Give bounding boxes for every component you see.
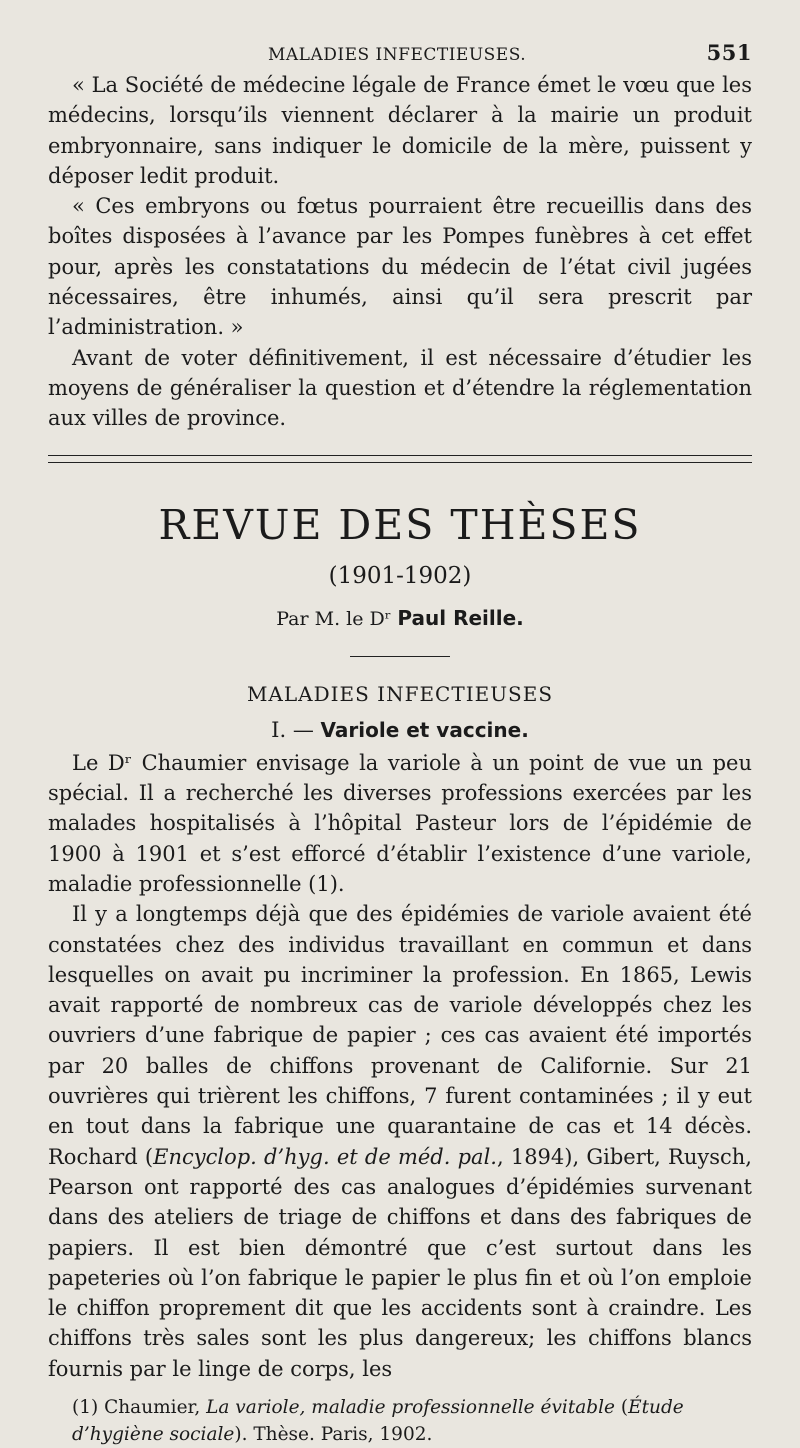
footnote-author: Chaumier, xyxy=(104,1396,207,1418)
body-paragraph-2 xyxy=(48,899,752,1384)
footnote-marker: (1) xyxy=(72,1396,105,1418)
short-divider xyxy=(350,656,450,657)
footnote xyxy=(48,1394,752,1448)
running-head xyxy=(48,36,752,70)
chapter-heading xyxy=(48,715,752,745)
section-years: (1901-1902) xyxy=(328,562,472,589)
quote-paragraph-1: « La Société de médecine légale de France émet le vœu que les médecins, lorsqu’ils viennent déclarer à la mairie un produit embryonnaire, sans indiquer le domicile de la mère, puissent y déposer ledit produit. xyxy=(48,73,752,188)
footnote-paren: ( xyxy=(615,1396,629,1418)
citation-title: Encyclop. d’hyg. et de méd. pal. xyxy=(153,1144,497,1169)
body-paragraph-1: Le Dʳ Chaumier envisage la variole à un point de vue un peu spécial. Il a recherché les diverses professions exercées par les malades hospitalisés à l’hôpital Pasteur lors de l’épidémie de 1900 à 1901 et s’est efforcé d’établir l’existence d’une variole, maladie professionnelle (1). xyxy=(48,750,752,896)
quote-paragraph-2: « Ces embryons ou fœtus pourraient être recueillis dans des boîtes disposées à l’avance par les Pompes funèbres à cet effet pour, après les constatations du médecin de l’état civil jugées nécessaires, être inhumés, ainsi qu’il sera prescrit par l’administration. » xyxy=(48,194,752,340)
section-divider xyxy=(48,455,752,463)
page-number: 551 xyxy=(706,40,752,65)
footnote-title: La variole, maladie professionnelle évitable xyxy=(206,1396,615,1418)
running-head-title: MALADIES INFECTIEUSES. xyxy=(268,45,527,65)
section-author xyxy=(48,603,752,634)
body-paragraph-2-part2: , 1894), Gibert, Ruysch, Pearson ont rapporté des cas analogues d’épidémies survenant dans des ateliers de triage de chiffons et dans des fabriques de papiers. Il est bien démontré que c’est surtout dans les papeteries où l’on fabrique le papier le plus fin et où l’on emploie le chiffon proprement dit que les accidents sont à craindre. Les chiffons très sales sont les plus dangereux; les chiffons blancs fournis par le linge de corps, les xyxy=(48,1144,752,1381)
footnote-rest: ). Thèse. Paris, 1902. xyxy=(234,1423,433,1445)
chapter-title: Variole et vaccine. xyxy=(320,718,529,743)
section-title: REVUE DES THÈSES xyxy=(158,500,642,549)
subsection-title: MALADIES INFECTIEUSES xyxy=(246,682,554,707)
author-prefix: Par M. le Dʳ xyxy=(276,607,398,630)
footnote-series: Étude d’hygiène sociale xyxy=(72,1396,684,1445)
author-name: Paul Reille. xyxy=(397,605,524,630)
chapter-number: I. — xyxy=(271,718,321,743)
document-page xyxy=(48,36,752,1448)
closing-paragraph: Avant de voter définitivement, il est nécessaire d’étudier les moyens de généraliser la question et d’étendre la réglementation aux villes de province. xyxy=(48,345,752,431)
body-paragraph-2-part1: Il y a longtemps déjà que des épidémies de variole avaient été constatées chez des individus travaillant en commun et dans lesquelles on avait pu incriminer la profession. En 1865, Lewis avait rapporté de nombreux cas de variole développés chez les ouvriers d’une fabrique de papier ; ces cas avaient été importés par 20 balles de chiffons provenant de Californie. Sur 21 ouvrières qui trièrent les chiffons, 7 furent contaminées ; il y eut en tout dans la fabrique une quarantaine de cas et 14 décès. Rochard ( xyxy=(48,902,752,1169)
